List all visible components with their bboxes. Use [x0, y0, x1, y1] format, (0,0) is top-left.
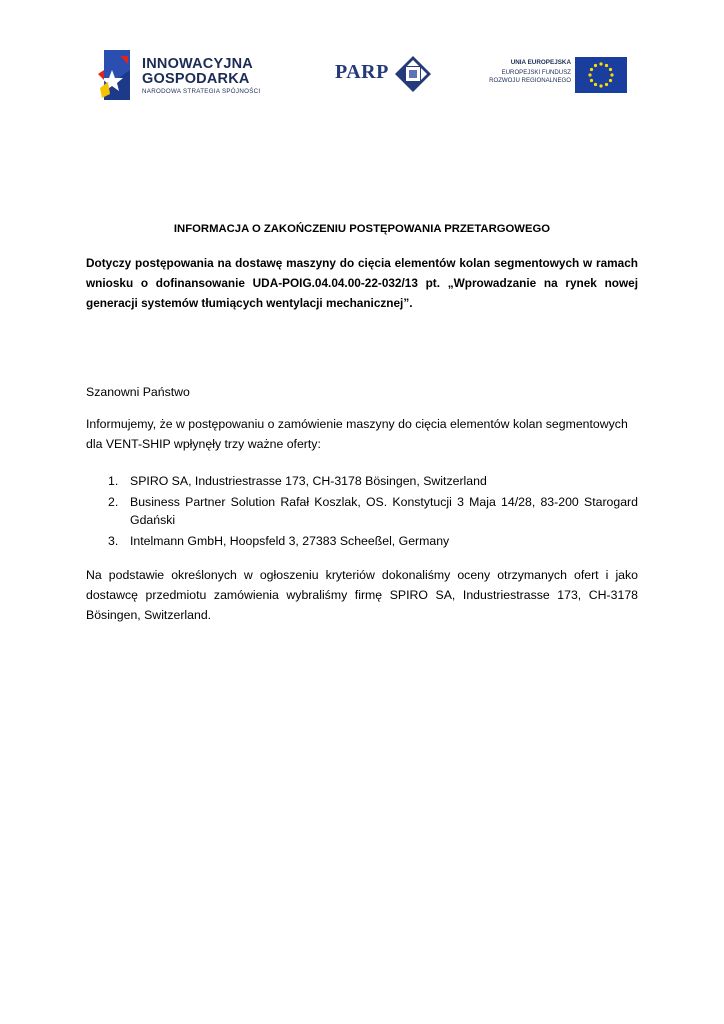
logo-left-line3: NARODOWA STRATEGIA SPÓJNOŚCI [142, 88, 261, 95]
innovative-economy-star-icon [98, 48, 138, 102]
eu-flag-icon [575, 57, 627, 93]
list-item-number: 2. [108, 495, 119, 509]
salutation: Szanowni Państwo [86, 385, 190, 399]
logo-right-line1: UNIA EUROPEJSKA [510, 59, 571, 66]
intro-paragraph: Informujemy, że w postępowaniu o zamówienie maszyny do cięcia elementów kolan segmentowych dla VENT-SHIP wpłynęły trzy ważne oferty: [86, 417, 628, 451]
document-title: INFORMACJA O ZAKOŃCZENIU POSTĘPOWANIA PRZETARGOWEGO [173, 223, 551, 235]
list-item-text: Intelmann GmbH, Hoopsfeld 3, 27383 Scheeßel, Germany [130, 534, 450, 548]
innowacyjna-gospodarka-logo [98, 48, 268, 102]
eu-logo [487, 57, 627, 93]
list-item [86, 532, 638, 550]
conclusion-paragraph: Na podstawie określonych w ogłoszeniu kryteriów dokonaliśmy oceny otrzymanych ofert i jako dostawcę przedmiotu zamówienia wybraliśmy firmę SPIRO SA, Industriestrasse 173, CH-3178 Bösingen, Switzerland. [86, 568, 638, 622]
list-item-text: Business Partner Solution Rafał Koszlak, OS. Konstytucji 3 Maja 14/28, 83-200 Starogard Gdański [130, 495, 638, 527]
parp-arrows-icon [395, 56, 433, 92]
list-item-number: 1. [108, 474, 119, 488]
logo-left-line2: GOSPODARKA [142, 71, 250, 87]
subject-line: Dotyczy postępowania na dostawę maszyny do cięcia elementów kolan segmentowych w ramach [86, 256, 638, 270]
logo-right-line2: EUROPEJSKI FUNDUSZ [501, 69, 571, 76]
parp-logo-text: PARP [335, 61, 389, 83]
subject-line: generacji systemów tłumiących wentylacji mechanicznej”. [86, 296, 413, 310]
list-item-text: SPIRO SA, Industriestrasse 173, CH-3178 Bösingen, Switzerland [130, 474, 487, 488]
offers-list [86, 472, 638, 553]
logo-left-line1: INNOWACYJNA [142, 56, 253, 72]
list-item-number: 3. [108, 534, 119, 548]
parp-logo [335, 56, 435, 92]
subject-line: wniosku o dofinansowanie UDA-POIG.04.04.00-22-032/13 pt. „Wprowadzanie na rynek nowej [86, 276, 638, 290]
list-item [86, 493, 638, 529]
list-item [86, 472, 638, 490]
document-subject [86, 253, 638, 313]
logo-right-line3: ROZWOJU REGIONALNEGO [489, 77, 571, 84]
